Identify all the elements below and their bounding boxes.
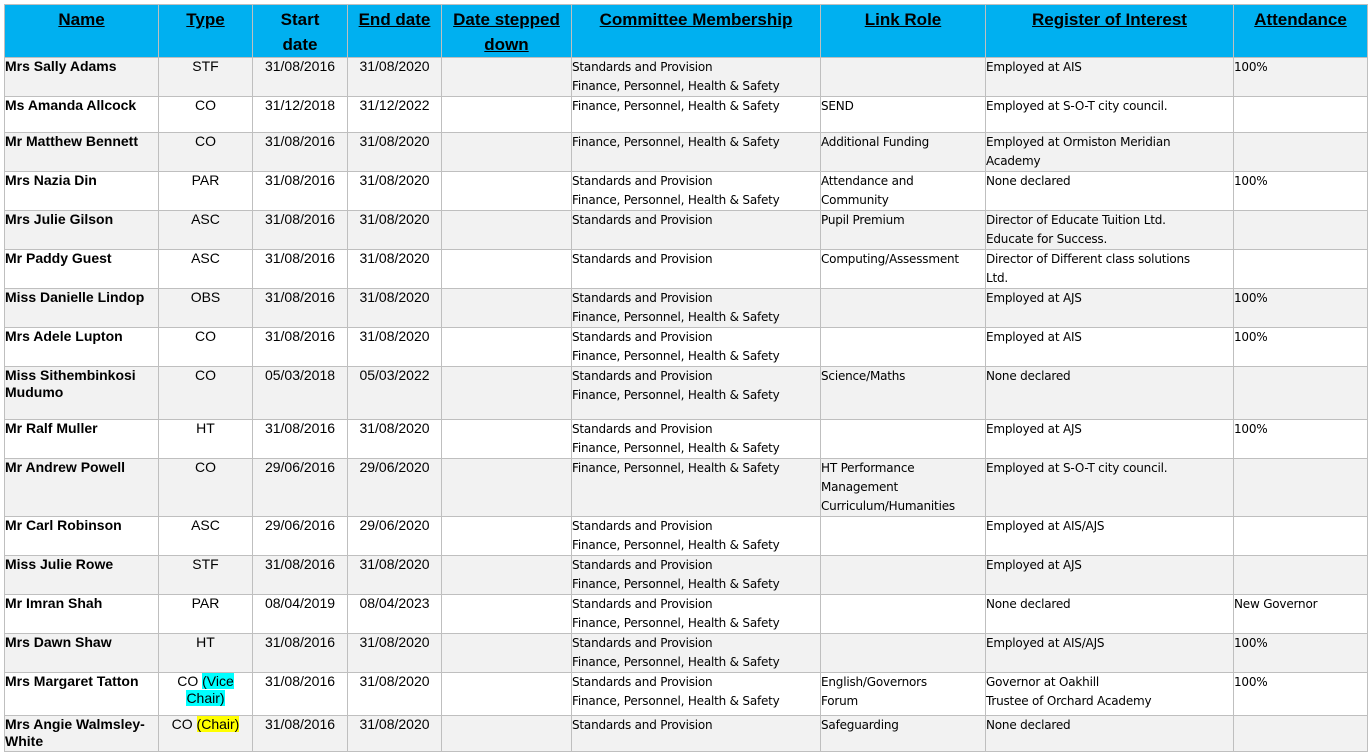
start-date-cell[interactable]: 31/08/2016 (253, 289, 348, 328)
committee-membership-cell[interactable] (572, 517, 821, 556)
type-cell[interactable] (159, 634, 253, 673)
type-cell[interactable] (159, 420, 253, 459)
link-role-cell[interactable] (821, 58, 986, 97)
type-code: CO (195, 459, 216, 475)
table-row (5, 289, 1368, 328)
type-cell[interactable] (159, 367, 253, 420)
attendance-cell[interactable]: New Governor (1234, 595, 1368, 634)
register-of-interest-line: Employed at AJS (986, 558, 1082, 572)
governors-table (4, 4, 1368, 752)
link-role-line: Community (821, 193, 889, 207)
governor-name-cell[interactable]: Mrs Julie Gilson (5, 211, 159, 250)
end-date-cell[interactable]: 31/08/2020 (348, 289, 442, 328)
date-stepped-down-cell[interactable] (442, 328, 572, 367)
type-cell[interactable] (159, 289, 253, 328)
start-date-cell[interactable]: 31/08/2016 (253, 716, 348, 752)
start-date-cell[interactable]: 31/08/2016 (253, 250, 348, 289)
end-date-cell[interactable]: 08/04/2023 (348, 595, 442, 634)
link-role-cell[interactable] (821, 367, 986, 420)
register-of-interest-line: Employed at AIS (986, 60, 1082, 74)
end-date-cell[interactable]: 29/06/2020 (348, 459, 442, 517)
link-role-line: Computing/Assessment (821, 252, 959, 266)
type-code: HT (196, 420, 215, 436)
register-of-interest-line: Educate for Success. (986, 232, 1108, 246)
link-role-cell[interactable] (821, 250, 986, 289)
type-cell[interactable] (159, 211, 253, 250)
header-type[interactable]: Type (159, 5, 253, 58)
header-attendance[interactable]: Attendance (1234, 5, 1368, 58)
attendance-cell[interactable] (1234, 250, 1368, 289)
type-code: PAR (191, 595, 220, 611)
committee-membership-cell[interactable] (572, 420, 821, 459)
date-stepped-down-cell[interactable] (442, 367, 572, 420)
type-cell[interactable] (159, 58, 253, 97)
attendance-cell[interactable] (1234, 556, 1368, 595)
link-role-cell[interactable] (821, 673, 986, 716)
committee-membership-line: Standards and Provision (572, 422, 713, 436)
end-date-cell[interactable]: 31/08/2020 (348, 211, 442, 250)
committee-membership-line: Finance, Personnel, Health & Safety (572, 694, 780, 708)
link-role-cell[interactable] (821, 289, 986, 328)
committee-membership-line: Finance, Personnel, Health & Safety (572, 310, 780, 324)
start-date-cell[interactable]: 29/06/2016 (253, 517, 348, 556)
committee-membership-line: Finance, Personnel, Health & Safety (572, 461, 780, 475)
date-stepped-down-cell[interactable] (442, 250, 572, 289)
link-role-cell[interactable] (821, 634, 986, 673)
end-date-cell[interactable]: 31/08/2020 (348, 716, 442, 752)
governor-name-cell[interactable]: Miss Danielle Lindop (5, 289, 159, 328)
committee-membership-line: Finance, Personnel, Health & Safety (572, 441, 780, 455)
type-code: ASC (191, 250, 220, 266)
governor-name-cell[interactable]: Mrs Angie Walmsley-White (5, 716, 159, 752)
date-stepped-down-cell[interactable] (442, 133, 572, 172)
date-stepped-down-cell[interactable] (442, 634, 572, 673)
table-row (5, 97, 1368, 133)
table-row (5, 250, 1368, 289)
governor-name-cell[interactable]: Mr Matthew Bennett (5, 133, 159, 172)
committee-membership-line: Standards and Provision (572, 636, 713, 650)
register-of-interest-line: Employed at AIS (986, 330, 1082, 344)
register-of-interest-line: None declared (986, 718, 1071, 732)
governor-name-cell[interactable]: Mrs Adele Lupton (5, 328, 159, 367)
register-of-interest-cell[interactable] (986, 58, 1234, 97)
register-of-interest-line: Director of Educate Tuition Ltd. (986, 213, 1166, 227)
register-of-interest-line: Ltd. (986, 271, 1009, 285)
register-of-interest-cell[interactable] (986, 328, 1234, 367)
header-end-date[interactable]: End date (348, 5, 442, 58)
register-of-interest-line: Academy (986, 154, 1041, 168)
governor-name-cell[interactable]: Mr Andrew Powell (5, 459, 159, 517)
register-of-interest-cell[interactable] (986, 634, 1234, 673)
date-stepped-down-cell[interactable] (442, 97, 572, 133)
governor-name-cell[interactable]: Mr Carl Robinson (5, 517, 159, 556)
register-of-interest-line: Employed at AIS/AJS (986, 519, 1105, 533)
register-of-interest-cell[interactable] (986, 289, 1234, 328)
table-body (5, 58, 1368, 752)
link-role-line: Curriculum/Humanities (821, 499, 955, 513)
register-of-interest-cell[interactable] (986, 97, 1234, 133)
link-role-cell[interactable] (821, 211, 986, 250)
link-role-cell[interactable] (821, 420, 986, 459)
start-date-cell[interactable]: 29/06/2016 (253, 459, 348, 517)
committee-membership-line: Finance, Personnel, Health & Safety (572, 193, 780, 207)
committee-membership-line: Finance, Personnel, Health & Safety (572, 135, 780, 149)
table-row (5, 517, 1368, 556)
committee-membership-cell[interactable] (572, 289, 821, 328)
register-of-interest-line: Director of Different class solutions (986, 252, 1190, 266)
link-role-cell[interactable] (821, 595, 986, 634)
start-date-cell[interactable]: 08/04/2019 (253, 595, 348, 634)
governor-name-cell[interactable]: Ms Amanda Allcock (5, 97, 159, 133)
governor-name-cell[interactable]: Miss Sithembinkosi Mudumo (5, 367, 159, 420)
header-link-role[interactable]: Link Role (821, 5, 986, 58)
committee-membership-cell[interactable] (572, 97, 821, 133)
link-role-cell[interactable] (821, 459, 986, 517)
governor-name-cell[interactable]: Mrs Sally Adams (5, 58, 159, 97)
link-role-cell[interactable] (821, 97, 986, 133)
header-row (5, 5, 1368, 58)
link-role-line: Science/Maths (821, 369, 906, 383)
committee-membership-line: Finance, Personnel, Health & Safety (572, 538, 780, 552)
type-code: CO (195, 328, 216, 344)
link-role-line: Attendance and (821, 174, 914, 188)
vice-chair-role-highlight: (Vice Chair) (186, 673, 234, 706)
header-name[interactable]: Name (5, 5, 159, 58)
committee-membership-line: Standards and Provision (572, 519, 713, 533)
committee-membership-cell[interactable] (572, 250, 821, 289)
link-role-cell[interactable] (821, 517, 986, 556)
date-stepped-down-cell[interactable] (442, 289, 572, 328)
start-date-cell[interactable]: 31/08/2016 (253, 133, 348, 172)
end-date-cell[interactable]: 31/12/2022 (348, 97, 442, 133)
governor-name-cell[interactable]: Miss Julie Rowe (5, 556, 159, 595)
committee-membership-line: Standards and Provision (572, 60, 713, 74)
committee-membership-cell[interactable] (572, 634, 821, 673)
type-cell[interactable] (159, 673, 253, 716)
date-stepped-down-cell[interactable] (442, 58, 572, 97)
register-of-interest-cell[interactable] (986, 595, 1234, 634)
start-date-cell[interactable]: 31/08/2016 (253, 172, 348, 211)
type-code: STF (192, 556, 219, 572)
committee-membership-cell[interactable] (572, 367, 821, 420)
register-of-interest-line: Employed at Ormiston Meridian (986, 135, 1171, 149)
governor-name-cell[interactable]: Mr Imran Shah (5, 595, 159, 634)
end-date-cell[interactable]: 31/08/2020 (348, 133, 442, 172)
type-code: ASC (191, 517, 220, 533)
link-role-line: English/Governors (821, 675, 927, 689)
committee-membership-line: Standards and Provision (572, 369, 713, 383)
date-stepped-down-cell[interactable] (442, 673, 572, 716)
table-row (5, 634, 1368, 673)
start-date-cell[interactable]: 31/12/2018 (253, 97, 348, 133)
start-date-cell[interactable]: 31/08/2016 (253, 328, 348, 367)
start-date-cell[interactable]: 31/08/2016 (253, 634, 348, 673)
governor-name-cell[interactable]: Mr Paddy Guest (5, 250, 159, 289)
table-row (5, 595, 1368, 634)
register-of-interest-line: Employed at S-O-T city council. (986, 99, 1168, 113)
link-role-line: SEND (821, 99, 854, 113)
start-date-cell[interactable]: 31/08/2016 (253, 211, 348, 250)
register-of-interest-line: None declared (986, 174, 1071, 188)
header-start-date[interactable] (253, 5, 348, 58)
attendance-cell[interactable]: 100% (1234, 328, 1368, 367)
governor-name-cell[interactable]: Mrs Dawn Shaw (5, 634, 159, 673)
governor-name-cell[interactable]: Mrs Margaret Tatton (5, 673, 159, 716)
register-of-interest-line: None declared (986, 369, 1071, 383)
attendance-cell[interactable]: 100% (1234, 58, 1368, 97)
committee-membership-cell[interactable] (572, 556, 821, 595)
attendance-cell[interactable]: 100% (1234, 420, 1368, 459)
link-role-cell[interactable] (821, 328, 986, 367)
type-code: CO (177, 673, 199, 689)
committee-membership-cell[interactable] (572, 211, 821, 250)
link-role-cell[interactable] (821, 172, 986, 211)
attendance-cell[interactable] (1234, 459, 1368, 517)
chair-role-highlight: (Chair) (196, 716, 240, 732)
register-of-interest-line: Employed at S-O-T city council. (986, 461, 1168, 475)
committee-membership-line: Standards and Provision (572, 213, 713, 227)
register-of-interest-line: Trustee of Orchard Academy (986, 694, 1152, 708)
header-register-of-interest[interactable]: Register of Interest (986, 5, 1234, 58)
register-of-interest-cell[interactable] (986, 517, 1234, 556)
table-row (5, 420, 1368, 459)
committee-membership-line: Finance, Personnel, Health & Safety (572, 655, 780, 669)
committee-membership-line: Standards and Provision (572, 174, 713, 188)
link-role-line: Additional Funding (821, 135, 930, 149)
header-date-stepped-down[interactable]: Date stepped down (442, 5, 572, 58)
attendance-cell[interactable] (1234, 97, 1368, 133)
governor-name-cell[interactable]: Mrs Nazia Din (5, 172, 159, 211)
end-date-cell[interactable]: 31/08/2020 (348, 58, 442, 97)
type-code: CO (195, 133, 216, 149)
attendance-cell[interactable]: 100% (1234, 634, 1368, 673)
committee-membership-line: Finance, Personnel, Health & Safety (572, 79, 780, 93)
link-role-line: HT Performance (821, 461, 915, 475)
date-stepped-down-cell[interactable] (442, 420, 572, 459)
committee-membership-cell[interactable] (572, 595, 821, 634)
register-of-interest-cell[interactable] (986, 367, 1234, 420)
start-date-cell[interactable]: 31/08/2016 (253, 556, 348, 595)
register-of-interest-cell[interactable] (986, 556, 1234, 595)
committee-membership-cell[interactable] (572, 172, 821, 211)
attendance-cell[interactable] (1234, 517, 1368, 556)
type-code: HT (196, 634, 215, 650)
end-date-cell[interactable]: 05/03/2022 (348, 367, 442, 420)
end-date-cell[interactable]: 31/08/2020 (348, 634, 442, 673)
table-row (5, 211, 1368, 250)
start-date-cell[interactable]: 31/08/2016 (253, 420, 348, 459)
register-of-interest-cell[interactable] (986, 211, 1234, 250)
type-code: OBS (190, 289, 221, 305)
end-date-cell[interactable]: 31/08/2020 (348, 673, 442, 716)
link-role-cell[interactable] (821, 133, 986, 172)
register-of-interest-line: Employed at AJS (986, 291, 1082, 305)
table-row (5, 556, 1368, 595)
committee-membership-cell[interactable] (572, 133, 821, 172)
register-of-interest-line: Governor at Oakhill (986, 675, 1099, 689)
type-cell[interactable] (159, 97, 253, 133)
date-stepped-down-cell[interactable] (442, 556, 572, 595)
header-committee-membership[interactable]: Committee Membership (572, 5, 821, 58)
committee-membership-cell[interactable] (572, 58, 821, 97)
committee-membership-cell[interactable] (572, 328, 821, 367)
type-code: CO (171, 716, 193, 732)
attendance-cell[interactable]: 100% (1234, 289, 1368, 328)
start-date-cell[interactable]: 31/08/2016 (253, 673, 348, 716)
committee-membership-line: Standards and Provision (572, 252, 713, 266)
attendance-cell[interactable]: 100% (1234, 673, 1368, 716)
table-row (5, 133, 1368, 172)
register-of-interest-cell[interactable] (986, 172, 1234, 211)
header-start-date-label: Start date (280, 10, 320, 54)
committee-membership-line: Finance, Personnel, Health & Safety (572, 349, 780, 363)
committee-membership-line: Finance, Personnel, Health & Safety (572, 616, 780, 630)
start-date-cell[interactable]: 05/03/2018 (253, 367, 348, 420)
type-code: ASC (191, 211, 220, 227)
attendance-cell[interactable] (1234, 367, 1368, 420)
date-stepped-down-cell[interactable] (442, 517, 572, 556)
register-of-interest-cell[interactable] (986, 673, 1234, 716)
date-stepped-down-cell[interactable] (442, 172, 572, 211)
type-code: STF (192, 58, 219, 74)
committee-membership-line: Standards and Provision (572, 597, 713, 611)
link-role-line: Management (821, 480, 899, 494)
link-role-line: Forum (821, 694, 859, 708)
type-code: PAR (191, 172, 220, 188)
committee-membership-line: Finance, Personnel, Health & Safety (572, 99, 780, 113)
type-cell[interactable] (159, 459, 253, 517)
type-cell[interactable] (159, 517, 253, 556)
type-cell[interactable] (159, 556, 253, 595)
table-row (5, 58, 1368, 97)
register-of-interest-line: Employed at AJS (986, 422, 1082, 436)
committee-membership-cell[interactable] (572, 673, 821, 716)
attendance-cell[interactable] (1234, 133, 1368, 172)
register-of-interest-line: None declared (986, 597, 1071, 611)
type-cell[interactable] (159, 133, 253, 172)
committee-membership-line: Finance, Personnel, Health & Safety (572, 388, 780, 402)
type-code: CO (195, 97, 216, 113)
link-role-line: Safeguarding (821, 718, 899, 732)
committee-membership-line: Standards and Provision (572, 291, 713, 305)
register-of-interest-cell[interactable] (986, 133, 1234, 172)
link-role-line: Pupil Premium (821, 213, 905, 227)
table-row (5, 459, 1368, 517)
attendance-cell[interactable] (1234, 211, 1368, 250)
table-row (5, 673, 1368, 716)
type-cell[interactable] (159, 172, 253, 211)
committee-membership-line: Finance, Personnel, Health & Safety (572, 577, 780, 591)
table-row (5, 328, 1368, 367)
end-date-cell[interactable]: 31/08/2020 (348, 172, 442, 211)
end-date-cell[interactable]: 31/08/2020 (348, 250, 442, 289)
date-stepped-down-cell[interactable] (442, 211, 572, 250)
type-cell[interactable] (159, 250, 253, 289)
type-code: CO (195, 367, 216, 383)
committee-membership-cell[interactable] (572, 459, 821, 517)
type-cell[interactable] (159, 328, 253, 367)
register-of-interest-cell[interactable] (986, 420, 1234, 459)
attendance-cell[interactable]: 100% (1234, 172, 1368, 211)
committee-membership-line: Standards and Provision (572, 558, 713, 572)
register-of-interest-cell[interactable] (986, 459, 1234, 517)
end-date-cell[interactable]: 31/08/2020 (348, 556, 442, 595)
end-date-cell[interactable]: 29/06/2020 (348, 517, 442, 556)
type-cell[interactable] (159, 595, 253, 634)
end-date-cell[interactable]: 31/08/2020 (348, 328, 442, 367)
table-row (5, 172, 1368, 211)
register-of-interest-cell[interactable] (986, 250, 1234, 289)
date-stepped-down-cell[interactable] (442, 459, 572, 517)
committee-membership-line: Standards and Provision (572, 675, 713, 689)
governor-name-cell[interactable]: Mr Ralf Muller (5, 420, 159, 459)
committee-membership-line: Standards and Provision (572, 330, 713, 344)
committee-membership-line: Standards and Provision (572, 718, 713, 732)
date-stepped-down-cell[interactable] (442, 595, 572, 634)
register-of-interest-line: Employed at AIS/AJS (986, 636, 1105, 650)
start-date-cell[interactable]: 31/08/2016 (253, 58, 348, 97)
link-role-cell[interactable] (821, 556, 986, 595)
end-date-cell[interactable]: 31/08/2020 (348, 420, 442, 459)
table-row (5, 367, 1368, 420)
